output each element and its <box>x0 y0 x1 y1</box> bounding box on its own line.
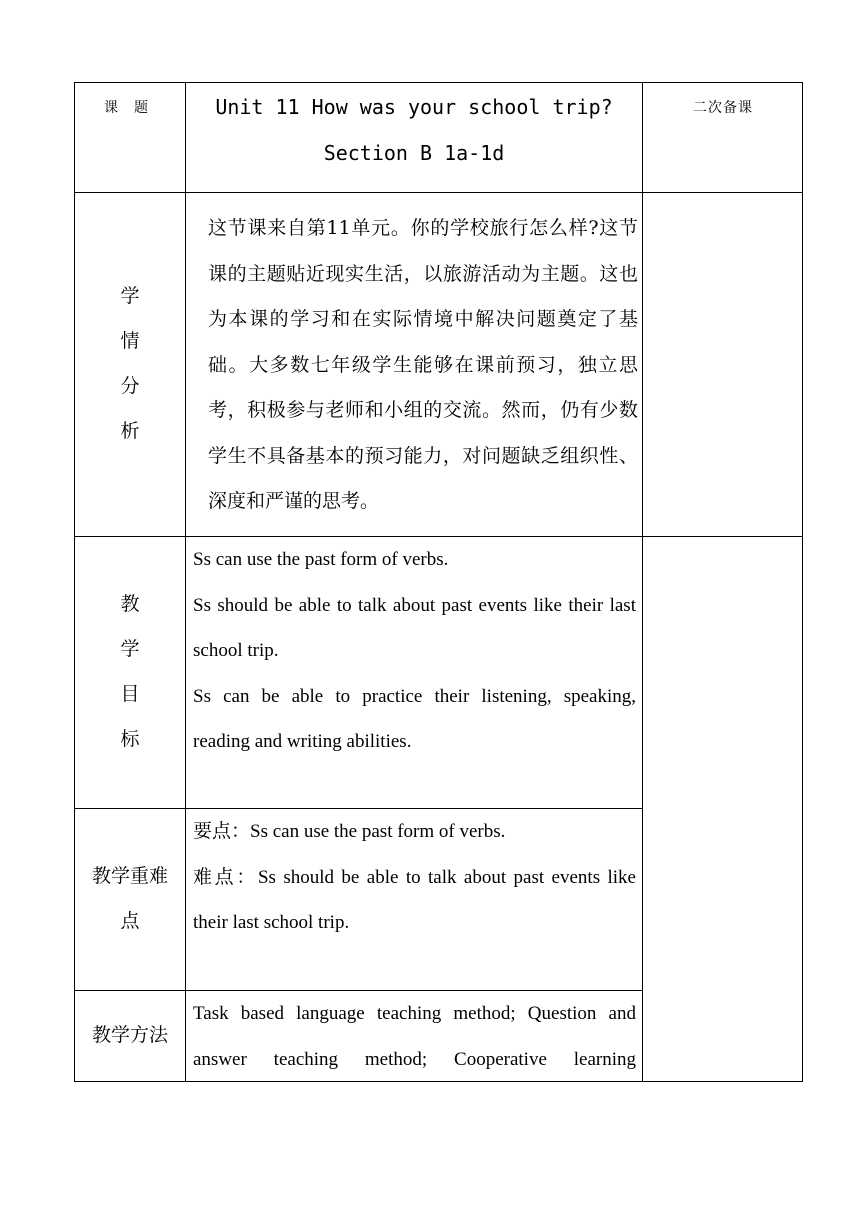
methods-label: 教学方法 <box>91 1024 168 1046</box>
analysis-label-char: 分 <box>120 375 140 397</box>
objective-item: Ss can use the past form of verbs. <box>193 549 449 570</box>
objectives-text <box>193 537 636 765</box>
analysis-label-char: 学 <box>120 285 140 307</box>
analysis-label <box>75 274 185 454</box>
methods-paragraph: Task based language teaching method; Question and answer teaching method; Cooperative learning <box>193 1003 636 1070</box>
objective-item: Ss should be able to talk about past events like their last school trip. <box>193 594 636 661</box>
analysis-paragraph: 这节课来自第11单元。你的学校旅行怎么样?这节课的主题贴近现实生活，以旅游活动为主题。这也为本课的学习和在实际情境中解决问题奠定了基础。大多数七年级学生能够在课前预习，独立思考，积极参与老师和小组的交流。然而，仍有少数学生不具备基本的预习能力，对问题缺乏组织性、深度和严谨的思考。 <box>208 217 638 512</box>
objectives-label-char: 标 <box>120 728 140 750</box>
cell-analysis-notes <box>642 192 803 537</box>
lesson-title-line2: Section B 1a-1d <box>323 141 505 165</box>
lesson-title <box>186 84 642 176</box>
lesson-title-line1: Unit 11 How was your school trip? <box>215 95 613 119</box>
keypoints-label-line: 教学重难 <box>91 865 168 887</box>
analysis-text <box>208 206 638 525</box>
second-prep-label: 二次备课 <box>693 100 753 116</box>
objectives-label-char: 目 <box>120 683 140 705</box>
objectives-label <box>75 582 185 762</box>
keypoint-item: 要点：Ss can use the past form of verbs. <box>193 821 506 842</box>
cell-notes-merged <box>642 536 803 1082</box>
keypoints-label-line: 点 <box>120 910 140 932</box>
analysis-label-char: 情 <box>120 330 140 352</box>
objectives-label-char: 教 <box>120 593 140 615</box>
methods-text <box>193 991 636 1081</box>
analysis-label-char: 析 <box>120 420 140 442</box>
keypoint-item: 难点：Ss should be able to talk about past events like their last school trip. <box>193 866 636 933</box>
objectives-label-char: 学 <box>120 638 140 660</box>
keypoints-text <box>193 809 636 946</box>
keypoints-label <box>75 854 185 944</box>
topic-label: 课 题 <box>104 100 149 116</box>
objective-item: Ss can be able to practice their listening, speaking, reading and writing abilities. <box>193 685 636 752</box>
